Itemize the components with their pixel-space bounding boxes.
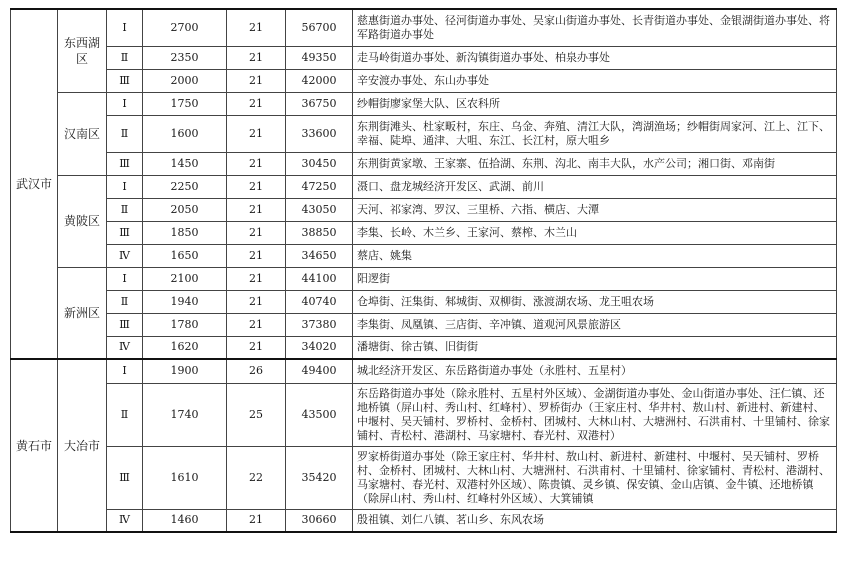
price-cell: 1740 xyxy=(143,383,227,446)
grade-cell: Ⅰ xyxy=(107,9,143,46)
land-compensation-table xyxy=(10,8,837,533)
table-row xyxy=(11,244,837,267)
price-cell: 1780 xyxy=(143,313,227,336)
value-cell: 56700 xyxy=(286,9,353,46)
price-cell: 1650 xyxy=(143,244,227,267)
grade-cell: Ⅲ xyxy=(107,446,143,509)
table-row xyxy=(11,267,837,290)
value-cell: 34020 xyxy=(286,336,353,359)
table-row xyxy=(11,175,837,198)
district-cell-xinzhou: 新洲区 xyxy=(58,267,107,359)
value-cell: 33600 xyxy=(286,115,353,152)
table-row xyxy=(11,509,837,532)
area-cell: 仓埠街、汪集街、邾城街、双柳街、涨渡湖农场、龙王咀农场 xyxy=(353,290,837,313)
coef-cell: 26 xyxy=(227,359,286,383)
grade-cell: Ⅰ xyxy=(107,175,143,198)
coef-cell: 21 xyxy=(227,313,286,336)
city-cell-wuhan: 武汉市 xyxy=(11,9,58,359)
area-cell: 罗家桥街道办事处（除王家庄村、华井村、敖山村、新进村、新建村、中堰村、吴天铺村、罗桥村、金桥村、团城村、大林山村、大塘洲村、石洪甫村、十里铺村、徐家铺村、青松村、港湖村、马家塘村、春光村、双港村外区域）、陈贵镇、灵乡镇、保安镇、金山店镇、金牛镇、还地桥镇（除屏山村、秀山村、红峰村外区域）、大箕铺镇 xyxy=(353,446,837,509)
coef-cell: 21 xyxy=(227,152,286,175)
area-cell: 蔡店、姚集 xyxy=(353,244,837,267)
grade-cell: Ⅱ xyxy=(107,383,143,446)
value-cell: 49400 xyxy=(286,359,353,383)
value-cell: 43500 xyxy=(286,383,353,446)
grade-cell: Ⅲ xyxy=(107,221,143,244)
area-cell: 潘塘街、徐古镇、旧街街 xyxy=(353,336,837,359)
price-cell: 1450 xyxy=(143,152,227,175)
table-row xyxy=(11,313,837,336)
value-cell: 35420 xyxy=(286,446,353,509)
area-cell: 城北经济开发区、东岳路街道办事处（永胜村、五星村） xyxy=(353,359,837,383)
coef-cell: 21 xyxy=(227,244,286,267)
grade-cell: Ⅰ xyxy=(107,92,143,115)
grade-cell: Ⅱ xyxy=(107,46,143,69)
price-cell: 2350 xyxy=(143,46,227,69)
table-row xyxy=(11,69,837,92)
table-row xyxy=(11,359,837,383)
coef-cell: 22 xyxy=(227,446,286,509)
value-cell: 30660 xyxy=(286,509,353,532)
coef-cell: 25 xyxy=(227,383,286,446)
grade-cell: Ⅲ xyxy=(107,69,143,92)
price-cell: 1850 xyxy=(143,221,227,244)
coef-cell: 21 xyxy=(227,509,286,532)
area-cell: 李集街、凤凰镇、三店街、辛冲镇、道观河风景旅游区 xyxy=(353,313,837,336)
grade-cell: Ⅱ xyxy=(107,198,143,221)
coef-cell: 21 xyxy=(227,267,286,290)
coef-cell: 21 xyxy=(227,46,286,69)
value-cell: 49350 xyxy=(286,46,353,69)
area-cell: 滠口、盘龙城经济开发区、武湖、前川 xyxy=(353,175,837,198)
table-row xyxy=(11,446,837,509)
district-cell-daye: 大冶市 xyxy=(58,359,107,532)
coef-cell: 21 xyxy=(227,9,286,46)
table-row xyxy=(11,383,837,446)
value-cell: 38850 xyxy=(286,221,353,244)
coef-cell: 21 xyxy=(227,115,286,152)
table-row xyxy=(11,152,837,175)
grade-cell: Ⅱ xyxy=(107,290,143,313)
grade-cell: Ⅳ xyxy=(107,244,143,267)
coef-cell: 21 xyxy=(227,198,286,221)
table-row xyxy=(11,92,837,115)
price-cell: 2100 xyxy=(143,267,227,290)
area-cell: 阳逻街 xyxy=(353,267,837,290)
price-cell: 1610 xyxy=(143,446,227,509)
grade-cell: Ⅰ xyxy=(107,359,143,383)
table-row xyxy=(11,198,837,221)
value-cell: 47250 xyxy=(286,175,353,198)
coef-cell: 21 xyxy=(227,92,286,115)
price-cell: 1750 xyxy=(143,92,227,115)
value-cell: 43050 xyxy=(286,198,353,221)
coef-cell: 21 xyxy=(227,290,286,313)
grade-cell: Ⅱ xyxy=(107,115,143,152)
value-cell: 42000 xyxy=(286,69,353,92)
coef-cell: 21 xyxy=(227,175,286,198)
value-cell: 30450 xyxy=(286,152,353,175)
coef-cell: 21 xyxy=(227,69,286,92)
area-cell: 东荆街黄家墩、王家寨、伍拾湖、东荆、沟北、南丰大队，水产公司；湘口街、邓南街 xyxy=(353,152,837,175)
district-cell-hannan: 汉南区 xyxy=(58,92,107,175)
price-cell: 2250 xyxy=(143,175,227,198)
coef-cell: 21 xyxy=(227,221,286,244)
table-row xyxy=(11,9,837,46)
table-row xyxy=(11,221,837,244)
value-cell: 44100 xyxy=(286,267,353,290)
table-row xyxy=(11,290,837,313)
area-cell: 纱帽街廖家堡大队、区农科所 xyxy=(353,92,837,115)
area-cell: 殷祖镇、刘仁八镇、茗山乡、东风农场 xyxy=(353,509,837,532)
price-cell: 1900 xyxy=(143,359,227,383)
area-cell: 李集、长岭、木兰乡、王家河、蔡榨、木兰山 xyxy=(353,221,837,244)
city-cell-huangshi: 黄石市 xyxy=(11,359,58,532)
grade-cell: Ⅳ xyxy=(107,509,143,532)
area-cell: 慈惠街道办事处、径河街道办事处、吴家山街道办事处、长青街道办事处、金银湖街道办事处、将军路街道办事处 xyxy=(353,9,837,46)
price-cell: 1600 xyxy=(143,115,227,152)
value-cell: 36750 xyxy=(286,92,353,115)
grade-cell: Ⅰ xyxy=(107,267,143,290)
grade-cell: Ⅳ xyxy=(107,336,143,359)
area-cell: 东荆街滩头、杜家畈村，东庄、乌金、奔殖、清江大队，湾湖渔场；纱帽街周家河、江上、江下、幸福、陡埠、通津、大咀、东江、长江村，原大咀乡 xyxy=(353,115,837,152)
area-cell: 走马岭街道办事处、新沟镇街道办事处、柏泉办事处 xyxy=(353,46,837,69)
value-cell: 40740 xyxy=(286,290,353,313)
district-cell-dongxihu: 东西湖区 xyxy=(58,9,107,92)
table-row xyxy=(11,336,837,359)
price-cell: 1620 xyxy=(143,336,227,359)
value-cell: 37380 xyxy=(286,313,353,336)
price-cell: 2000 xyxy=(143,69,227,92)
coef-cell: 21 xyxy=(227,336,286,359)
area-cell: 天河、祁家湾、罗汉、三里桥、六指、横店、大潭 xyxy=(353,198,837,221)
price-cell: 2050 xyxy=(143,198,227,221)
district-cell-huangpi: 黄陂区 xyxy=(58,175,107,267)
table-row xyxy=(11,115,837,152)
grade-cell: Ⅲ xyxy=(107,152,143,175)
price-cell: 1940 xyxy=(143,290,227,313)
price-cell: 2700 xyxy=(143,9,227,46)
area-cell: 辛安渡办事处、东山办事处 xyxy=(353,69,837,92)
area-cell: 东岳路街道办事处（除永胜村、五星村外区域）、金湖街道办事处、金山街道办事处、汪仁镇、还地桥镇（屏山村、秀山村、红峰村）、罗桥街办（王家庄村、华井村、敖山村、新进村、新建村、中堰村、吴天铺村、罗桥村、金桥村、团城村、大林山村、大塘洲村、石洪甫村、十里铺村、徐家铺村、青松村、港湖村、马家塘村、春光村、双港村） xyxy=(353,383,837,446)
grade-cell: Ⅲ xyxy=(107,313,143,336)
table-row xyxy=(11,46,837,69)
value-cell: 34650 xyxy=(286,244,353,267)
price-cell: 1460 xyxy=(143,509,227,532)
